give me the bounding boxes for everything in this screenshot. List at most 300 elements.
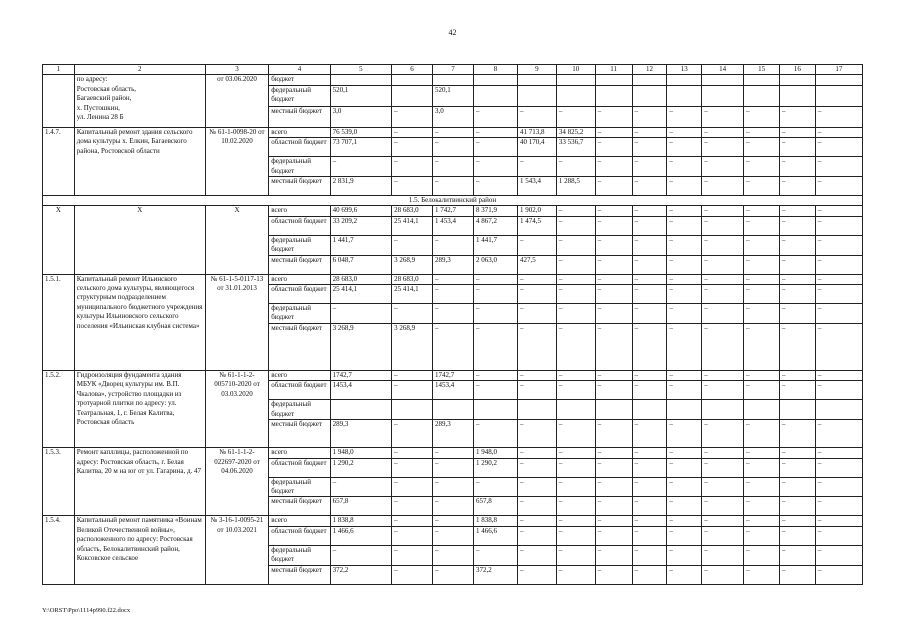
value-cell: –	[392, 138, 433, 157]
value-cell: –	[632, 458, 667, 477]
value-cell: –	[667, 138, 702, 157]
value-cell: –	[667, 157, 702, 177]
item-number-cell: 1.5.3.	[43, 448, 75, 516]
value-cell: –	[330, 304, 391, 324]
header-col-17: 17	[815, 65, 862, 75]
value-cell: –	[702, 323, 744, 370]
header-col-12: 12	[632, 65, 667, 75]
value-cell: –	[433, 565, 474, 584]
header-col-3: 3	[205, 65, 268, 75]
value-cell: –	[556, 216, 595, 235]
budget-type-cell: областной бюджет	[269, 526, 330, 545]
value-cell: –	[815, 370, 862, 380]
value-cell: –	[815, 285, 862, 304]
value-cell: –	[815, 127, 862, 137]
budget-type-cell: федеральный бюджет	[269, 235, 330, 255]
value-cell: –	[779, 206, 815, 216]
budget-type-cell: местный бюджет	[269, 255, 330, 274]
header-col-7: 7	[433, 65, 474, 75]
value-cell: –	[595, 516, 632, 526]
value-cell: –	[632, 285, 667, 304]
value-cell: 2 063,0	[473, 255, 517, 274]
value-cell: –	[595, 274, 632, 284]
value-cell: –	[667, 255, 702, 274]
value-cell: –	[392, 106, 433, 127]
value-cell: –	[702, 177, 744, 196]
value-cell: –	[744, 545, 780, 565]
value-cell: –	[595, 370, 632, 380]
value-cell	[473, 400, 517, 420]
value-cell: –	[667, 477, 702, 497]
value-cell: 1742,7	[433, 370, 474, 380]
value-cell: –	[556, 106, 595, 127]
item-number-cell: 1.5.1.	[43, 274, 75, 370]
value-cell: –	[779, 106, 815, 127]
value-cell: –	[702, 497, 744, 516]
total-marker-cell: X	[43, 206, 75, 274]
value-cell: –	[744, 516, 780, 526]
value-cell: –	[556, 448, 595, 458]
value-cell: 8 371,9	[473, 206, 517, 216]
value-cell: –	[702, 516, 744, 526]
value-cell	[433, 75, 474, 85]
document-cell: № 3-16-1-0095-21 от 10.03.2021	[205, 516, 268, 584]
value-cell: –	[702, 370, 744, 380]
value-cell: –	[556, 458, 595, 477]
value-cell: –	[595, 526, 632, 545]
value-cell	[667, 400, 702, 420]
value-cell: 520,1	[433, 85, 474, 106]
section-title-row	[43, 196, 863, 206]
value-cell: 1 948,0	[473, 448, 517, 458]
object-name-cell: Капитальный ремонт памятника «Воинам Великой Отечественной войны», расположенного по адресу: Ростовская область, Белокалитвинский район, Коксовское сельское	[74, 516, 205, 584]
value-cell	[744, 75, 780, 85]
value-cell: –	[744, 458, 780, 477]
value-cell: –	[667, 420, 702, 448]
value-cell: –	[556, 285, 595, 304]
value-cell	[632, 85, 667, 106]
value-cell: –	[632, 206, 667, 216]
budget-type-cell: всего	[269, 127, 330, 137]
value-cell: –	[702, 106, 744, 127]
budget-type-cell: федеральный бюджет	[269, 477, 330, 497]
value-cell: –	[702, 526, 744, 545]
value-cell: –	[517, 323, 556, 370]
header-col-13: 13	[667, 65, 702, 75]
value-cell: –	[556, 477, 595, 497]
value-cell: –	[815, 477, 862, 497]
value-cell: –	[473, 177, 517, 196]
value-cell: –	[667, 177, 702, 196]
value-cell: –	[815, 157, 862, 177]
value-cell: –	[667, 565, 702, 584]
value-cell	[702, 400, 744, 420]
value-cell: –	[517, 370, 556, 380]
value-cell	[632, 400, 667, 420]
value-cell: –	[517, 274, 556, 284]
value-cell: –	[595, 477, 632, 497]
budget-type-cell: федеральный бюджет	[269, 85, 330, 106]
value-cell: 25 414,1	[392, 285, 433, 304]
budget-type-cell: федеральный бюджет	[269, 400, 330, 420]
value-cell: 1 290,2	[330, 458, 391, 477]
value-cell: –	[632, 157, 667, 177]
value-cell: 34 825,2	[556, 127, 595, 137]
value-cell: –	[392, 127, 433, 137]
value-cell: 289,3	[330, 420, 391, 448]
header-col-16: 16	[779, 65, 815, 75]
value-cell: 2 831,9	[330, 177, 391, 196]
value-cell: –	[392, 545, 433, 565]
value-cell: –	[744, 304, 780, 324]
object-name-cell: Гидроизоляция фундамента здания МБУК «Дворец культуры им. В.П. Чкалова», устройство площадки из тротуарной плитки по адресу: ул. Театральная, 1, г. Белая Калитва, Ростовская область	[74, 370, 205, 447]
value-cell: –	[815, 381, 862, 400]
value-cell	[517, 85, 556, 106]
value-cell: –	[556, 304, 595, 324]
value-cell: –	[433, 285, 474, 304]
value-cell: –	[779, 370, 815, 380]
value-cell: –	[667, 323, 702, 370]
value-cell: –	[595, 381, 632, 400]
budget-type-cell: местный бюджет	[269, 106, 330, 127]
value-cell: 372,2	[473, 565, 517, 584]
value-cell: –	[632, 106, 667, 127]
budget-type-cell: всего	[269, 516, 330, 526]
value-cell: 1 948,0	[330, 448, 391, 458]
value-cell: –	[433, 545, 474, 565]
object-name-cell: Капитальный ремонт Ильинского сельского дома культуры, являющегося структурным подразделением муниципального бюджетного учреждения культуры Ильиновского сельского поселения «Ильинская клубная система»	[74, 274, 205, 370]
value-cell: –	[702, 381, 744, 400]
value-cell: –	[433, 526, 474, 545]
value-cell: –	[595, 206, 632, 216]
value-cell: –	[433, 235, 474, 255]
budget-table	[42, 64, 863, 585]
value-cell: 657,8	[330, 497, 391, 516]
value-cell: –	[556, 565, 595, 584]
value-cell	[392, 75, 433, 85]
value-cell: –	[632, 216, 667, 235]
value-cell: –	[392, 526, 433, 545]
value-cell: –	[702, 458, 744, 477]
page-number: 42	[448, 28, 457, 37]
value-cell: –	[744, 497, 780, 516]
value-cell: –	[517, 477, 556, 497]
value-cell: –	[815, 235, 862, 255]
value-cell: –	[815, 545, 862, 565]
value-cell: 1 742,7	[433, 206, 474, 216]
value-cell: –	[632, 516, 667, 526]
value-cell: –	[632, 545, 667, 565]
value-cell: 1 543,4	[517, 177, 556, 196]
value-cell: 3 268,9	[330, 323, 391, 370]
value-cell: –	[744, 526, 780, 545]
budget-type-cell: местный бюджет	[269, 420, 330, 448]
value-cell: –	[433, 323, 474, 370]
value-cell: –	[556, 516, 595, 526]
value-cell: –	[556, 526, 595, 545]
value-cell: –	[667, 304, 702, 324]
value-cell: –	[433, 516, 474, 526]
document-cell: № 61-1-1-2-005710-2020 от 03.03.2020	[205, 370, 268, 447]
value-cell: –	[473, 381, 517, 400]
value-cell	[473, 85, 517, 106]
value-cell: –	[556, 235, 595, 255]
value-cell	[517, 75, 556, 85]
value-cell	[779, 85, 815, 106]
value-cell	[392, 85, 433, 106]
value-cell: –	[517, 106, 556, 127]
value-cell: –	[433, 138, 474, 157]
value-cell: –	[517, 458, 556, 477]
value-cell: –	[330, 545, 391, 565]
value-cell: –	[595, 545, 632, 565]
budget-type-cell: всего	[269, 448, 330, 458]
value-cell: –	[392, 497, 433, 516]
value-cell: –	[392, 477, 433, 497]
section-title: 1.5. Белокалитвинский район	[43, 196, 863, 206]
value-cell: –	[473, 420, 517, 448]
document-cell: № 61-1-1-2-022697-2020 от 04.06.2020	[205, 448, 268, 516]
value-cell: –	[392, 565, 433, 584]
value-cell	[330, 75, 391, 85]
value-cell: –	[667, 370, 702, 380]
value-cell: –	[632, 274, 667, 284]
value-cell: –	[473, 138, 517, 157]
value-cell: –	[779, 138, 815, 157]
value-cell: –	[744, 138, 780, 157]
value-cell: –	[392, 304, 433, 324]
value-cell: –	[517, 285, 556, 304]
value-cell: –	[517, 381, 556, 400]
table-row	[43, 448, 863, 458]
value-cell	[595, 85, 632, 106]
value-cell	[702, 85, 744, 106]
value-cell: 25 414,1	[392, 216, 433, 235]
value-cell: –	[702, 157, 744, 177]
value-cell	[744, 85, 780, 106]
value-cell: –	[517, 420, 556, 448]
value-cell: 3 268,9	[392, 255, 433, 274]
value-cell: 33 209,2	[330, 216, 391, 235]
value-cell: 28 683,0	[392, 274, 433, 284]
value-cell: –	[392, 516, 433, 526]
value-cell: –	[433, 177, 474, 196]
budget-type-cell: всего	[269, 206, 330, 216]
value-cell: –	[632, 448, 667, 458]
budget-type-cell: областной бюджет	[269, 216, 330, 235]
value-cell: 28 683,0	[330, 274, 391, 284]
value-cell: –	[667, 526, 702, 545]
value-cell: 1 441,7	[473, 235, 517, 255]
value-cell: –	[815, 274, 862, 284]
object-name-cell: Капитальный ремонт здания сельского дома культуры х. Елкин, Багаевского района, Ростовской области	[74, 127, 205, 195]
value-cell: –	[433, 448, 474, 458]
value-cell: –	[744, 235, 780, 255]
value-cell: –	[815, 206, 862, 216]
value-cell: –	[779, 127, 815, 137]
value-cell: –	[779, 255, 815, 274]
object-name-cell: по адресу: Ростовская область, Багаевский район, х. Пустошкин, ул. Ленина 28 Б	[74, 75, 205, 127]
value-cell: –	[667, 127, 702, 137]
value-cell: –	[702, 206, 744, 216]
value-cell: –	[702, 565, 744, 584]
budget-type-cell: областной бюджет	[269, 138, 330, 157]
value-cell: 6 048,7	[330, 255, 391, 274]
value-cell: –	[779, 497, 815, 516]
table-header-row	[43, 65, 863, 75]
item-number-cell	[43, 75, 75, 127]
total-marker-cell: X	[74, 206, 205, 274]
value-cell	[632, 75, 667, 85]
object-name-cell: Ремонт капллицы, расположенной по адресу: Ростовская область, г. Белая Калитва, 20 м на юг от ул. Гагарина, д. 47	[74, 448, 205, 516]
value-cell: –	[667, 497, 702, 516]
value-cell: –	[779, 526, 815, 545]
value-cell: –	[667, 545, 702, 565]
header-col-4: 4	[269, 65, 330, 75]
value-cell: –	[632, 526, 667, 545]
value-cell	[779, 75, 815, 85]
value-cell: –	[517, 304, 556, 324]
value-cell: –	[433, 477, 474, 497]
value-cell: –	[667, 235, 702, 255]
value-cell: –	[779, 420, 815, 448]
table-row	[43, 206, 863, 216]
value-cell: –	[632, 565, 667, 584]
value-cell: –	[632, 381, 667, 400]
value-cell	[556, 400, 595, 420]
value-cell: –	[595, 565, 632, 584]
value-cell: 427,5	[517, 255, 556, 274]
value-cell: –	[392, 370, 433, 380]
value-cell: –	[556, 274, 595, 284]
value-cell	[815, 400, 862, 420]
value-cell: 1 838,8	[473, 516, 517, 526]
header-col-14: 14	[702, 65, 744, 75]
value-cell: –	[556, 370, 595, 380]
budget-type-cell: местный бюджет	[269, 497, 330, 516]
value-cell: –	[744, 255, 780, 274]
value-cell: –	[667, 106, 702, 127]
value-cell: –	[744, 381, 780, 400]
item-number-cell: 1.5.4.	[43, 516, 75, 584]
value-cell: –	[779, 157, 815, 177]
value-cell: –	[517, 545, 556, 565]
value-cell: –	[517, 157, 556, 177]
table-row	[43, 274, 863, 284]
value-cell: –	[517, 497, 556, 516]
value-cell: 1453,4	[433, 381, 474, 400]
value-cell: 76 539,0	[330, 127, 391, 137]
budget-type-cell: федеральный бюджет	[269, 157, 330, 177]
value-cell: –	[702, 216, 744, 235]
value-cell: –	[744, 274, 780, 284]
value-cell	[815, 85, 862, 106]
value-cell: –	[556, 323, 595, 370]
item-number-cell: 1.4.7.	[43, 127, 75, 195]
header-col-15: 15	[744, 65, 780, 75]
value-cell: –	[815, 497, 862, 516]
value-cell: –	[595, 138, 632, 157]
value-cell: –	[702, 127, 744, 137]
value-cell: –	[815, 420, 862, 448]
value-cell: –	[392, 448, 433, 458]
value-cell: –	[779, 323, 815, 370]
table-row	[43, 75, 863, 85]
value-cell: –	[815, 255, 862, 274]
value-cell: –	[744, 106, 780, 127]
value-cell: –	[433, 497, 474, 516]
value-cell: 657,8	[473, 497, 517, 516]
item-number-cell: 1.5.2.	[43, 370, 75, 447]
value-cell: 289,3	[433, 420, 474, 448]
value-cell: –	[392, 458, 433, 477]
value-cell: –	[473, 106, 517, 127]
value-cell: –	[433, 458, 474, 477]
value-cell: 33 536,7	[556, 138, 595, 157]
value-cell: –	[702, 285, 744, 304]
value-cell: –	[815, 304, 862, 324]
value-cell: –	[433, 157, 474, 177]
document-cell: № 61-1-5-0117-13 от 31.01.2013	[205, 274, 268, 370]
document-cell: от 03.06.2020	[205, 75, 268, 127]
value-cell: –	[556, 497, 595, 516]
value-cell	[815, 75, 862, 85]
value-cell: –	[667, 216, 702, 235]
value-cell: –	[779, 477, 815, 497]
value-cell: 40 170,4	[517, 138, 556, 157]
value-cell: 1 466,6	[330, 526, 391, 545]
value-cell: –	[330, 157, 391, 177]
value-cell: –	[433, 304, 474, 324]
value-cell: –	[779, 274, 815, 284]
value-cell: 1 441,7	[330, 235, 391, 255]
value-cell	[744, 400, 780, 420]
value-cell: 1 466,6	[473, 526, 517, 545]
value-cell: –	[667, 448, 702, 458]
value-cell: –	[815, 323, 862, 370]
value-cell: –	[595, 216, 632, 235]
value-cell: –	[702, 448, 744, 458]
value-cell: 3,0	[433, 106, 474, 127]
value-cell: –	[744, 477, 780, 497]
value-cell: –	[744, 323, 780, 370]
footer-file-path: Y:\ORST\Ppo\1114p990.f22.docx	[42, 607, 131, 614]
document-cell: № 61-1-0098-20 от 10.02.2020	[205, 127, 268, 195]
value-cell: –	[595, 323, 632, 370]
value-cell: –	[595, 497, 632, 516]
value-cell: –	[392, 157, 433, 177]
value-cell: 1 838,8	[330, 516, 391, 526]
value-cell: –	[632, 255, 667, 274]
value-cell: –	[744, 157, 780, 177]
value-cell: –	[556, 255, 595, 274]
header-col-8: 8	[473, 65, 517, 75]
value-cell: –	[595, 420, 632, 448]
budget-type-cell: всего	[269, 370, 330, 380]
value-cell: –	[815, 138, 862, 157]
header-col-6: 6	[392, 65, 433, 75]
budget-type-cell: областной бюджет	[269, 458, 330, 477]
value-cell: –	[595, 106, 632, 127]
value-cell: –	[595, 285, 632, 304]
value-cell: –	[702, 545, 744, 565]
value-cell: –	[779, 516, 815, 526]
value-cell: –	[667, 206, 702, 216]
value-cell: –	[815, 448, 862, 458]
table-row	[43, 127, 863, 137]
value-cell: 372,2	[330, 565, 391, 584]
value-cell: –	[595, 235, 632, 255]
